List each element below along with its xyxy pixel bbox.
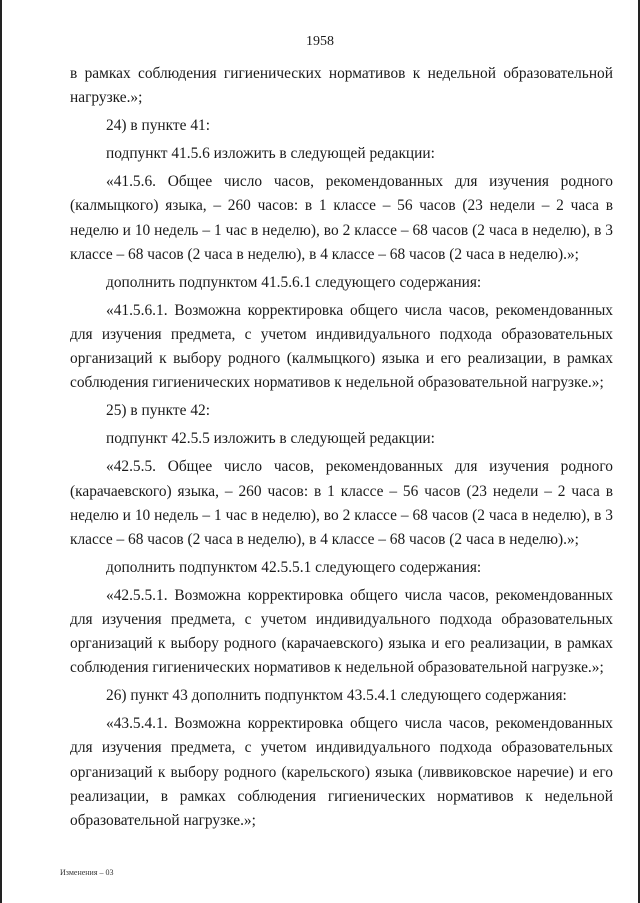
paragraph: дополнить подпунктом 41.5.6.1 следующего содержания:: [106, 273, 482, 291]
paragraph: в рамках соблюдения гигиенических нормативов к недельной образовательной нагрузке.»;: [70, 65, 613, 107]
paragraph: «42.5.5. Общее число часов, рекомендованных для изучения родного (карачаевского) языка, – 260 часов: в 1 классе – 56 часов (23 недели – 2 часа в неделю и 10 недель – 1 час в неделю), во 2 классе – 68 часов (2 часа в неделю), в 3 классе – 68 часов (2 часа в неделю), в 4 классе – 68 часов (2 часа в неделю).»;: [70, 458, 613, 548]
paragraph: подпункт 42.5.5 изложить в следующей редакции:: [106, 430, 435, 448]
paragraph: дополнить подпунктом 42.5.5.1 следующего содержания:: [106, 558, 482, 576]
paragraph: 25) в пункте 42:: [106, 402, 210, 420]
paragraph: 26) пункт 43 дополнить подпунктом 43.5.4.1 следующего содержания:: [106, 687, 567, 705]
paragraph: «43.5.4.1. Возможна корректировка общего числа часов, рекомендованных для изучения предмета, с учетом индивидуального подхода образовательных организаций к выбору родного (карельского) языка (ливвиковское наречие) и его реализации, в рамках соблюдения гигиенических нормативов к недельной образовательной нагрузке.»;: [70, 715, 613, 829]
paragraph: «41.5.6. Общее число часов, рекомендованных для изучения родного (калмыцкого) языка, – 260 часов: в 1 классе – 56 часов (23 недели – 2 часа в неделю и 10 недель – 1 час в неделю), во 2 классе – 68 часов (2 часа в неделю), в 3 классе – 68 часов (2 часа в неделю), в 4 классе – 68 часов (2 часа в неделю).»;: [70, 173, 613, 263]
paragraph: «41.5.6.1. Возможна корректировка общего числа часов, рекомендованных для изучения предмета, с учетом индивидуального подхода образовательных организаций к выбору родного (калмыцкого) языка и его реализации, в рамках соблюдения гигиенических нормативов к недельной образовательной нагрузке.»;: [70, 301, 613, 392]
paragraph: «42.5.5.1. Возможна корректировка общего числа часов, рекомендованных для изучения предмета, с учетом индивидуального подхода образовательных организаций к выбору родного (карачаевского) языка и его реализации, в рамках соблюдения гигиенических нормативов к недельной образовательной нагрузке.»;: [70, 586, 613, 677]
paragraph: подпункт 41.5.6 изложить в следующей редакции:: [106, 145, 435, 163]
document-body: [70, 62, 613, 837]
footer-note: Изменения – 03: [60, 868, 114, 877]
scan-edge-left: [0, 0, 2, 903]
page-number: 1958: [306, 34, 334, 49]
paragraph: 24) в пункте 41:: [106, 117, 210, 135]
